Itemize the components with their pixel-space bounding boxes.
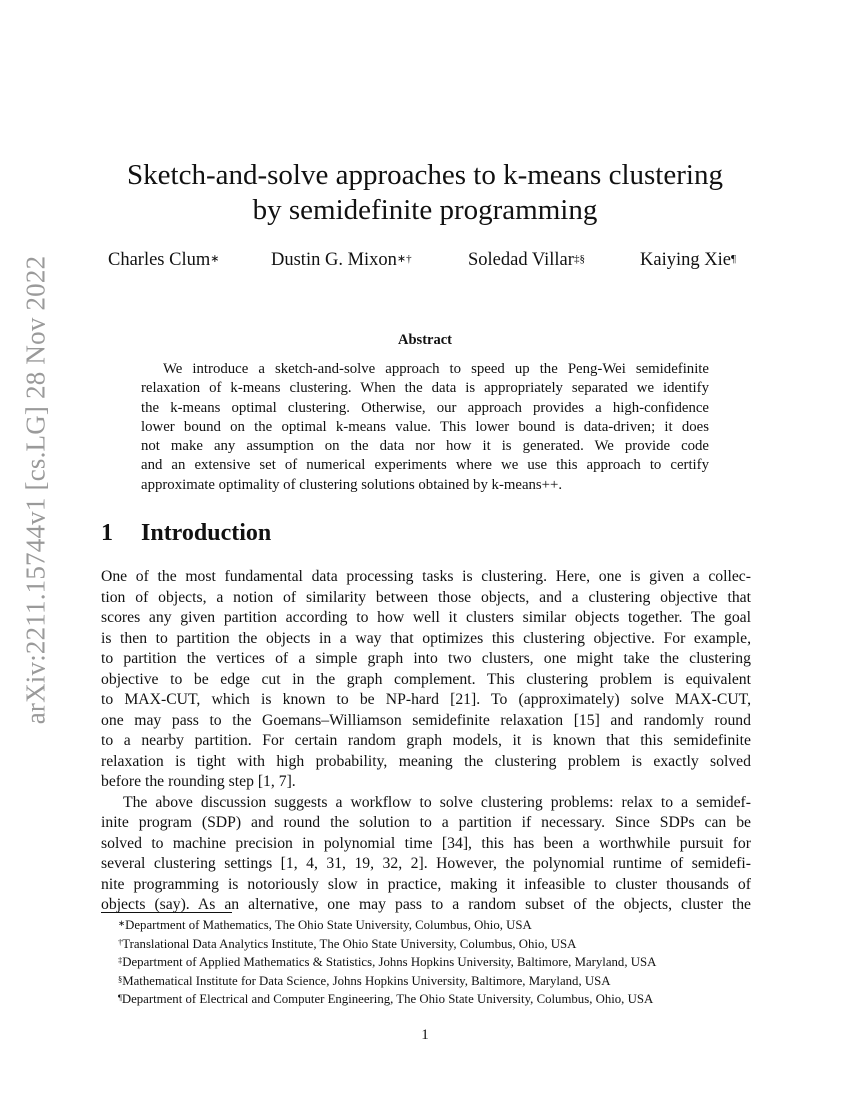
- body-line: The above discussion suggests a workflow to solve clustering problems: relax to a semidef-: [123, 793, 751, 811]
- body-line: before the rounding step [1, 7].: [101, 773, 296, 790]
- arxiv-identifier: arXiv:2211.15744v1 [cs.LG] 28 Nov 2022: [20, 255, 51, 725]
- footnote-mark: ∗: [118, 918, 126, 928]
- body-line: to MAX-CUT, which is known to be NP-hard [21]. To (approximately) solve MAX-CUT,: [101, 691, 751, 708]
- author-name: Charles Clum: [108, 250, 211, 270]
- author: [468, 250, 585, 271]
- abstract-line: approximate optimality of clustering solutions obtained by k-means++.: [141, 476, 563, 493]
- abstract-line: the k-means optimal clustering. Otherwise, our approach provides a high-confidence: [141, 399, 709, 416]
- author-affiliation-marks: ∗: [210, 253, 220, 265]
- body-line: scores any given partition according to how well it clusters similar objects together. The goal: [101, 609, 751, 626]
- footnotes: [118, 917, 758, 1010]
- author-affiliation-marks: ‡§: [573, 253, 585, 265]
- abstract-line: We introduce a sketch-and-solve approach to speed up the Peng-Wei semidefinite: [163, 361, 709, 377]
- title-line-1: Sketch-and-solve approaches to k-means clustering: [127, 159, 723, 191]
- abstract-heading: Abstract: [398, 332, 452, 348]
- abstract-line: and an extensive set of numerical experiments where we use this approach to certify: [141, 457, 709, 474]
- body-line: inite program (SDP) and round the solution to a partition if necessary. Since SDPs can be: [101, 814, 751, 831]
- body-line: One of the most fundamental data processing tasks is clustering. Here, one is given a collec-: [101, 568, 751, 585]
- paper-title: [100, 158, 750, 228]
- abstract-line: not make any assumption on the data nor how it is generated. We provide code: [141, 438, 709, 455]
- body-line: to a nearby partition. For certain random graph models, it is known that this semidefinite: [101, 732, 751, 749]
- footnote-mark: †: [118, 936, 123, 947]
- section-title: Introduction: [141, 520, 272, 546]
- body-line: objective to be edge cut in the graph complement. This clustering problem is equivalent: [101, 670, 751, 688]
- abstract-line: relaxation of k-means clustering. When the data is appropriately separated we identify: [141, 380, 709, 397]
- body-line: objects (say). As an alternative, one may pass to a random subset of the objects, cluster the: [101, 896, 751, 913]
- section-number: 1: [101, 520, 113, 546]
- body-line: relaxation is tight with high probability, meaning the clustering problem is exactly solved: [101, 752, 751, 770]
- author: [271, 250, 412, 271]
- footnote-text: Department of Electrical and Computer Engineering, The Ohio State University, Columbus, Ohio, USA: [121, 992, 654, 1006]
- footnote: [118, 917, 758, 936]
- body-line: to partition the vertices of a simple graph into two clusters, one might take the clustering: [101, 650, 751, 667]
- author-name: Kaiying Xie: [640, 250, 731, 270]
- abstract-line: lower bound on the optimal k-means value. This lower bound is data-driven; it does: [141, 418, 709, 435]
- footnote-text: Translational Data Analytics Institute, The Ohio State University, Columbus, Ohio, USA: [122, 936, 577, 951]
- body-line: nite programming is notoriously slow in practice, making it infeasible to cluster thousands of: [101, 875, 751, 893]
- section-heading-introduction: [101, 520, 271, 547]
- body-line: is then to partition the objects in a way that optimizes this clustering objective. For example,: [101, 629, 751, 647]
- body-line: tion of objects, a notion of similarity between those objects, and a clustering objective that: [101, 588, 751, 606]
- body-line: one may pass to the Goemans–Williamson semidefinite relaxation [15] and randomly round: [101, 711, 751, 729]
- footnote-text: Department of Applied Mathematics & Statistics, Johns Hopkins University, Baltimore, Maryland, USA: [122, 955, 657, 969]
- title-line-2: by semidefinite programming: [252, 194, 598, 226]
- body-line: several clustering settings [1, 4, 31, 19, 32, 2]. However, the polynomial runtime of semidefi-: [101, 855, 751, 872]
- footnote: [118, 954, 758, 973]
- author-name: Dustin G. Mixon: [271, 250, 397, 270]
- footnote-mark: §: [118, 973, 123, 984]
- footnote: [118, 936, 758, 955]
- author: [108, 250, 219, 271]
- author-affiliation-marks: ¶: [730, 253, 736, 265]
- author-affiliation-marks: ∗†: [396, 253, 412, 265]
- footnote-divider: [101, 912, 232, 913]
- author-name: Soledad Villar: [468, 250, 574, 270]
- page-number: 1: [421, 1027, 429, 1043]
- author: [640, 250, 736, 271]
- footnote-text: Mathematical Institute for Data Science, Johns Hopkins University, Baltimore, Maryland, USA: [122, 973, 611, 988]
- footnote: [118, 991, 758, 1010]
- footnote-mark: ¶: [118, 992, 122, 1002]
- introduction-text: [101, 567, 751, 916]
- body-line: solved to machine precision in polynomial time [34], this has been a worthwhile pursuit for: [101, 834, 751, 852]
- footnote-text: Department of Mathematics, The Ohio State University, Columbus, Ohio, USA: [125, 918, 532, 932]
- footnote-mark: ‡: [118, 955, 123, 965]
- arxiv-stamp: [8, 255, 64, 725]
- abstract-body: [141, 360, 709, 495]
- footnote: [118, 973, 758, 992]
